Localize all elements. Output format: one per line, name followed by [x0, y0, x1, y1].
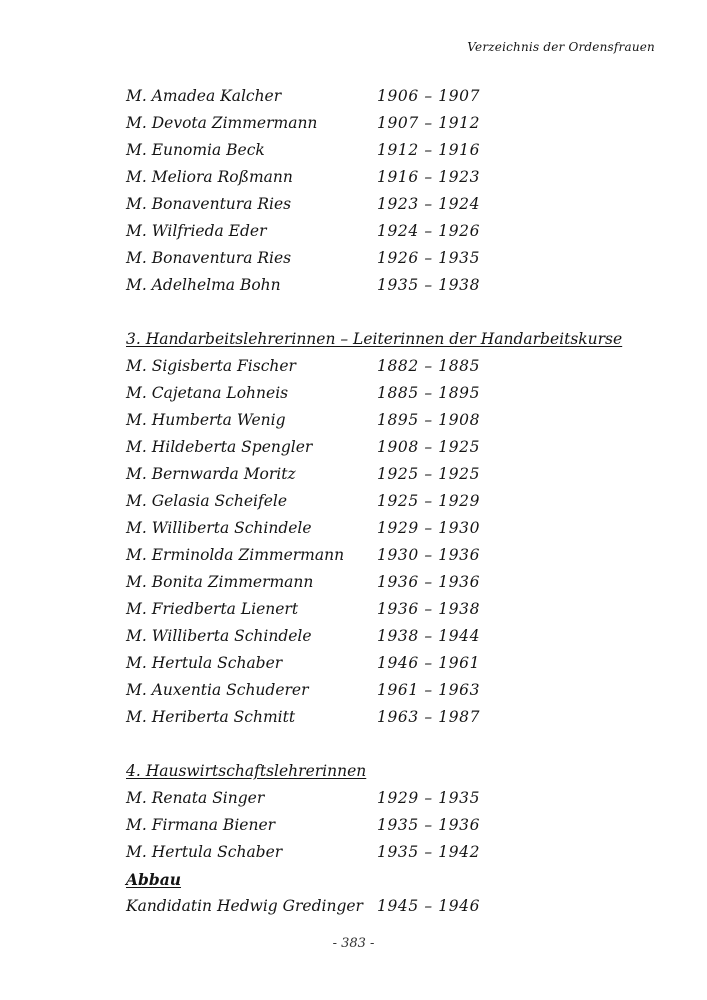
list-item [126, 542, 686, 569]
list-item [126, 515, 686, 542]
entry-years: 1882 – 1885 [377, 357, 481, 375]
entry-years: 1929 – 1930 [377, 519, 481, 537]
entry-name: M. Bonaventura Ries [126, 249, 292, 267]
list-item [126, 677, 686, 704]
running-header: Verzeichnis der Ordensfrauen [467, 40, 655, 54]
entry-name: M. Friedberta Lienert [126, 600, 299, 618]
list-item [126, 488, 686, 515]
entry-years: 1938 – 1944 [377, 627, 481, 645]
entry-years: 1961 – 1963 [377, 681, 481, 699]
entry-name: M. Amadea Kalcher [126, 87, 282, 105]
entry-name: M. Firmana Biener [126, 816, 276, 834]
entry-name: M. Cajetana Lohneis [126, 384, 289, 402]
list-continued [126, 83, 686, 299]
list-item [126, 380, 686, 407]
entry-years: 1925 – 1929 [377, 492, 481, 510]
list-item [126, 596, 686, 623]
list-item [126, 245, 686, 272]
list-item [126, 218, 686, 245]
entry-name: M. Humberta Wenig [126, 411, 286, 429]
list-item [126, 812, 686, 839]
entry-years: 1945 – 1946 [377, 897, 481, 915]
entry-name: M. Auxentia Schuderer [126, 681, 309, 699]
entry-name: M. Bonita Zimmermann [126, 573, 314, 591]
entry-years: 1907 – 1912 [377, 114, 481, 132]
list-item [126, 83, 686, 110]
entry-years: 1963 – 1987 [377, 708, 481, 726]
entry-name: M. Sigisberta Fischer [126, 357, 296, 375]
entry-years: 1930 – 1936 [377, 546, 481, 564]
entry-name: M. Meliora Roßmann [126, 168, 293, 186]
entry-name: M. Hildeberta Spengler [126, 438, 313, 456]
list-item [126, 461, 686, 488]
entry-years: 1924 – 1926 [377, 222, 481, 240]
page-number: - 383 - [332, 936, 375, 951]
list-item [126, 110, 686, 137]
list-item [126, 434, 686, 461]
entry-years: 1885 – 1895 [377, 384, 481, 402]
list-item [126, 191, 686, 218]
list-item [126, 785, 686, 812]
section-3 [126, 326, 686, 731]
list-item [126, 407, 686, 434]
entry-name: M. Renata Singer [126, 789, 265, 807]
list-item [126, 137, 686, 164]
entry-name: M. Williberta Schindele [126, 627, 312, 645]
list-item [126, 893, 686, 920]
entry-years: 1923 – 1924 [377, 195, 481, 213]
entry-years: 1936 – 1938 [377, 600, 481, 618]
entry-years: 1935 – 1936 [377, 816, 481, 834]
entry-years: 1936 – 1936 [377, 573, 481, 591]
entry-name: M. Wilfrieda Eder [126, 222, 267, 240]
list-item [126, 353, 686, 380]
subsection-heading: Abbau [126, 870, 182, 889]
entry-name: M. Bonaventura Ries [126, 195, 292, 213]
entry-years: 1929 – 1935 [377, 789, 481, 807]
list-item [126, 704, 686, 731]
entry-name: M. Gelasia Scheifele [126, 492, 288, 510]
entry-years: 1935 – 1942 [377, 843, 481, 861]
section-4 [126, 758, 686, 920]
entry-name: M. Heriberta Schmitt [126, 708, 296, 726]
list-item [126, 569, 686, 596]
section-heading: 3. Handarbeitslehrerinnen – Leiterinnen der Handarbeitskurse [126, 330, 623, 348]
list-item [126, 164, 686, 191]
entry-years: 1946 – 1961 [377, 654, 481, 672]
entry-name: M. Eunomia Beck [126, 141, 265, 159]
entry-years: 1912 – 1916 [377, 141, 481, 159]
list-item [126, 839, 686, 866]
entry-name: Kandidatin Hedwig Gredinger [126, 897, 363, 915]
entry-name: M. Devota Zimmermann [126, 114, 318, 132]
list-item [126, 272, 686, 299]
entry-name: M. Hertula Schaber [126, 654, 283, 672]
entry-years: 1908 – 1925 [377, 438, 481, 456]
entry-name: M. Hertula Schaber [126, 843, 283, 861]
entry-name: M. Adelhelma Bohn [126, 276, 281, 294]
list-item [126, 650, 686, 677]
entry-years: 1895 – 1908 [377, 411, 481, 429]
entry-name: M. Bernwarda Moritz [126, 465, 296, 483]
section-heading: 4. Hauswirtschaftslehrerinnen [126, 762, 367, 780]
list-item [126, 623, 686, 650]
entry-name: M. Williberta Schindele [126, 519, 312, 537]
entry-years: 1916 – 1923 [377, 168, 481, 186]
entry-name: M. Erminolda Zimmermann [126, 546, 345, 564]
entry-years: 1935 – 1938 [377, 276, 481, 294]
entry-years: 1906 – 1907 [377, 87, 481, 105]
entry-years: 1926 – 1935 [377, 249, 481, 267]
entry-years: 1925 – 1925 [377, 465, 481, 483]
